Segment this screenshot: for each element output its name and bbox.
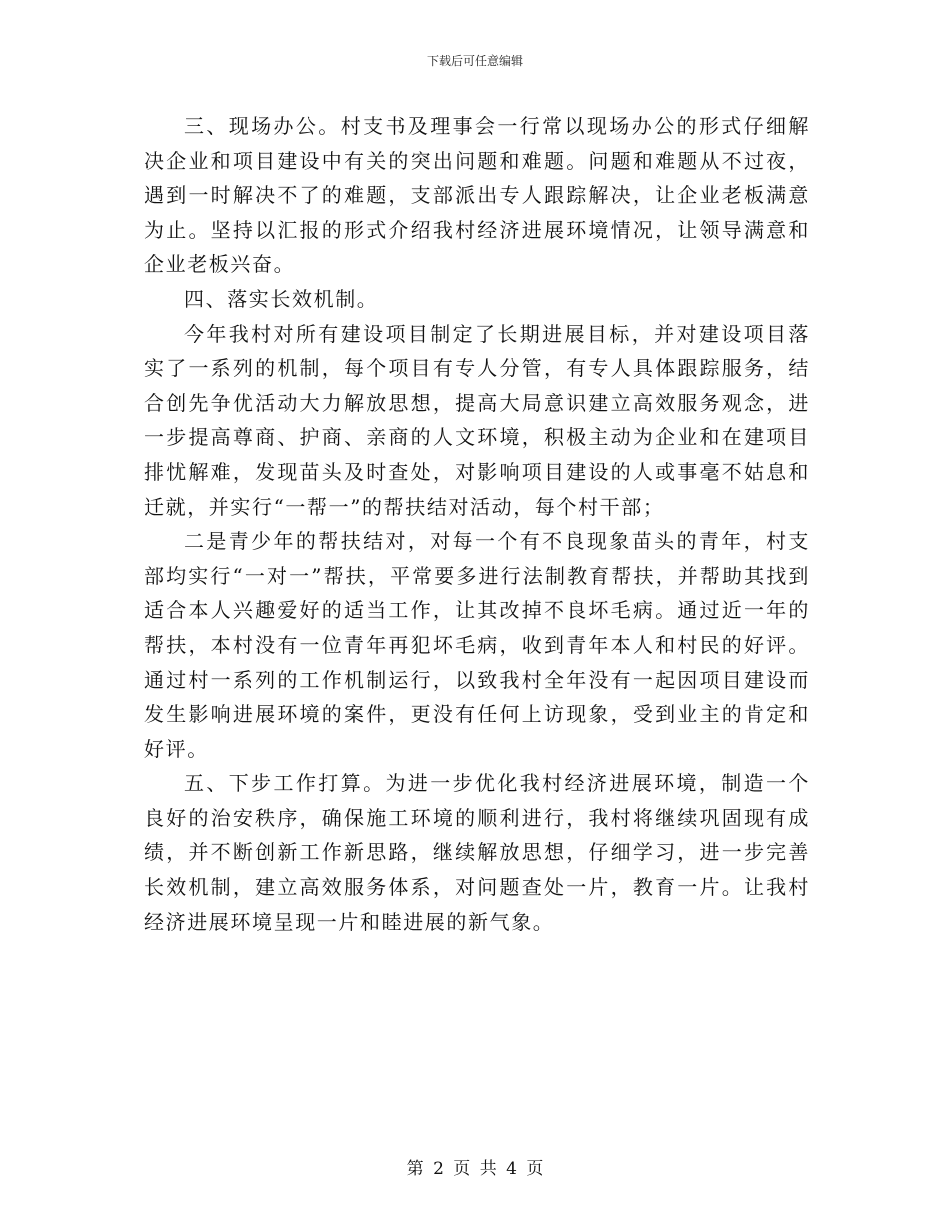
page-header: 下载后可任意编辑 xyxy=(426,54,523,68)
paragraph-mechanism-heading: 四、落实长效机制。 xyxy=(184,286,379,311)
page-number: 第 2 页 共 4 页 xyxy=(406,1159,544,1179)
paragraph-next-steps: 五、下步工作打算。为进一步优化我村经济进展环境，制造一个良好的治安秩序，确保施工环境的顺利进行，我村将继续巩固现有成绩，并不断创新工作新思路，继续解放思想，仔细学习，进一步完善长效机制，建立高效服务体系，对问题查处一片，教育一片。让我村经济进展环境呈现一片和睦进展的新气象。 xyxy=(144,771,810,934)
paragraph-project-mechanism: 今年我村对所有建设项目制定了长期进展目标，并对建设项目落实了一系列的机制，每个项目有专人分管，有专人具体跟踪服务，结合创先争优活动大力解放思想，提高大局意识建立高效服务观念，进一步提高尊商、护商、亲商的人文环境，积极主动为企业和在建项目排忧解难，发现苗头及时查处，对影响项目建设的人或事毫不姑息和迁就，并实行“一帮一”的帮扶结对活动，每个村干部； xyxy=(144,321,810,519)
document-body xyxy=(144,109,810,939)
paragraph-onsite-office: 三、现场办公。村支书及理事会一行常以现场办公的形式仔细解决企业和项目建设中有关的突出问题和难题。问题和难题从不过夜，遇到一时解决不了的难题，支部派出专人跟踪解决，让企业老板满意为止。坚持以汇报的形式介绍我村经济进展环境情况，让领导满意和企业老板兴奋。 xyxy=(144,114,810,277)
paragraph-youth-support: 二是青少年的帮扶结对，对每一个有不良现象苗头的青年，村支部均实行“一对一”帮扶，平常要多进行法制教育帮扶，并帮助其找到适合本人兴趣爱好的适当工作，让其改掉不良坏毛病。通过近一年的帮扶，本村没有一位青年再犯坏毛病，收到青年本人和村民的好评。通过村一系列的工作机制运行，以致我村全年没有一起因项目建设而发生影响进展环境的案件，更没有任何上访现象，受到业主的肯定和好评。 xyxy=(144,529,810,761)
